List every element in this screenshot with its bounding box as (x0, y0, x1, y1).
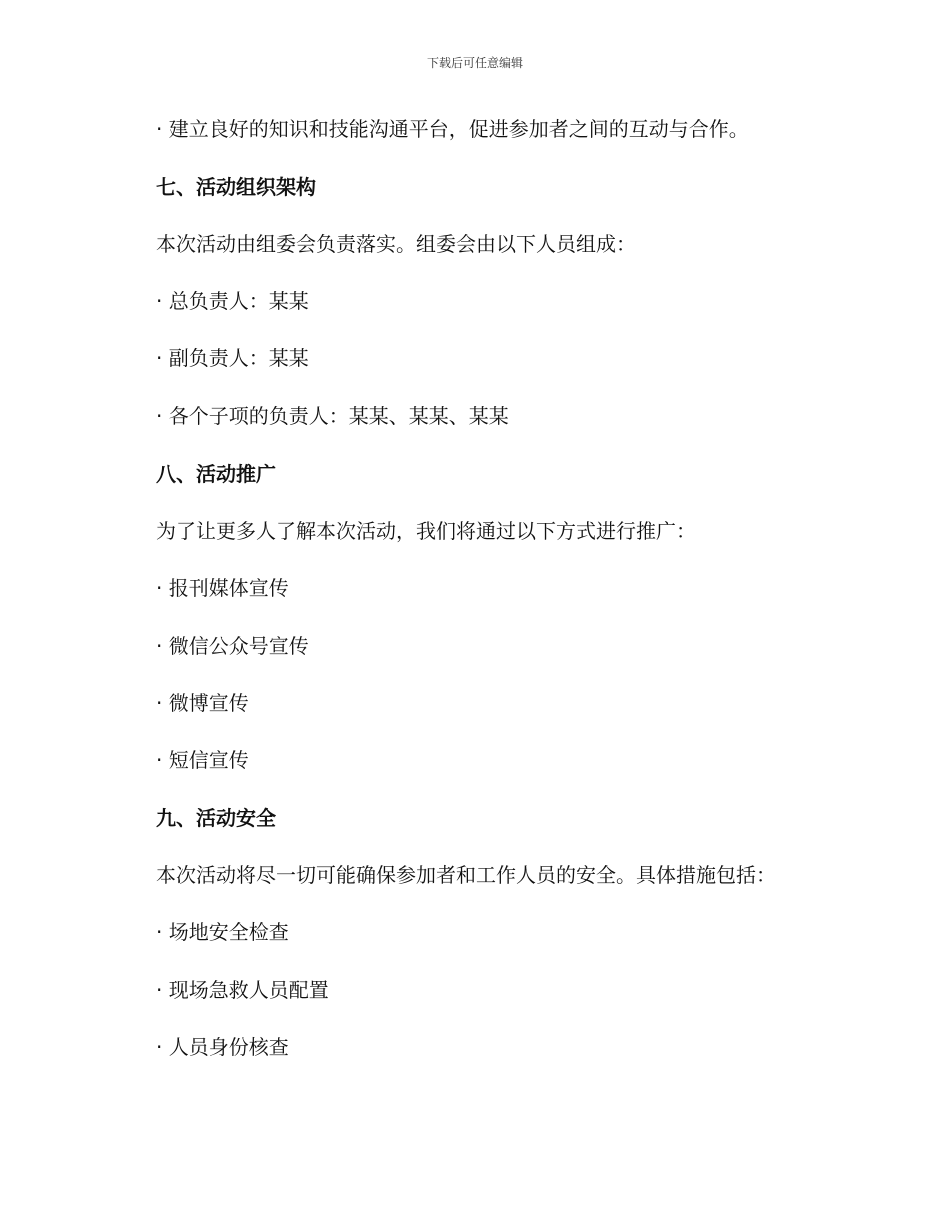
bullet-communication-platform: · 建立良好的知识和技能沟通平台，促进参加者之间的互动与合作。 (156, 117, 749, 141)
bullet-weibo: · 微博宣传 (156, 691, 249, 715)
bullet-first-aid: · 现场急救人员配置 (156, 978, 329, 1002)
bullet-sms: · 短信宣传 (156, 748, 249, 772)
bullet-sub-leads: · 各个子项的负责人：某某、某某、某某 (156, 404, 509, 428)
paragraph-promotion: 为了让更多人了解本次活动，我们将通过以下方式进行推广： (156, 519, 696, 543)
bullet-wechat: · 微信公众号宣传 (156, 634, 309, 658)
heading-promotion: 八、活动推广 (156, 462, 276, 486)
bullet-chief: · 总负责人：某某 (156, 289, 309, 313)
bullet-print-media: · 报刊媒体宣传 (156, 576, 289, 600)
bullet-venue-check: · 场地安全检查 (156, 920, 289, 944)
header-note: 下载后可任意编辑 (426, 56, 523, 70)
heading-safety: 九、活动安全 (156, 806, 276, 830)
paragraph-safety: 本次活动将尽一切可能确保参加者和工作人员的安全。具体措施包括： (156, 863, 776, 887)
heading-organization: 七、活动组织架构 (156, 175, 316, 199)
bullet-deputy: · 副负责人：某某 (156, 346, 309, 370)
paragraph-organization: 本次活动由组委会负责落实。组委会由以下人员组成： (156, 232, 636, 256)
bullet-identity-check: · 人员身份核查 (156, 1035, 289, 1059)
